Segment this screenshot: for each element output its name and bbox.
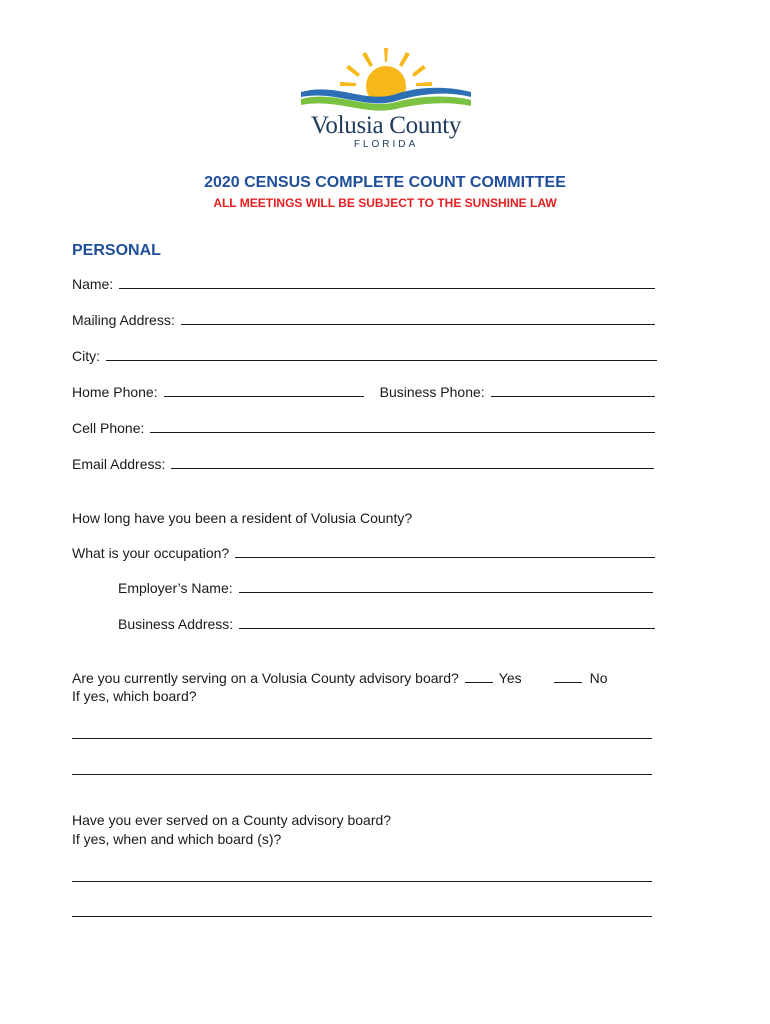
advisory-question: Are you currently serving on a Volusia County advisory board? [72, 670, 459, 686]
advisory-question-row [72, 670, 657, 686]
which-board-question: If yes, which board? [72, 688, 197, 704]
name-field[interactable] [119, 276, 655, 289]
page-subtitle: ALL MEETINGS WILL BE SUBJECT TO THE SUNSHINE LAW [213, 196, 557, 210]
employer-label: Employer’s Name: [118, 580, 233, 596]
section-heading-personal: PERSONAL [72, 242, 161, 259]
employer-field[interactable] [239, 580, 653, 593]
logo-state: FLORIDA [353, 139, 419, 150]
email-row [72, 456, 654, 472]
cell-phone-field[interactable] [150, 420, 655, 433]
ever-served-line-1[interactable] [72, 881, 652, 882]
home-phone-field[interactable] [164, 384, 364, 397]
ever-served-line-2[interactable] [72, 916, 652, 917]
cell-phone-label: Cell Phone: [72, 420, 145, 436]
city-row [72, 348, 657, 364]
sun-icon [296, 46, 476, 116]
no-label: No [589, 670, 608, 686]
phone-row [72, 384, 655, 400]
business-phone-label: Business Phone: [379, 384, 485, 400]
page-title: 2020 CENSUS COMPLETE COUNT COMMITTEE [204, 174, 566, 191]
business-address-field[interactable] [239, 616, 655, 629]
occupation-label: What is your occupation? [72, 545, 230, 561]
which-board-line-1[interactable] [72, 738, 652, 739]
logo-wordmark: Volusia County [310, 112, 462, 139]
volusia-county-logo [296, 46, 476, 156]
business-address-label: Business Address: [118, 616, 234, 632]
mailing-address-row [72, 312, 655, 328]
resident-question: How long have you been a resident of Volusia County? [72, 510, 413, 526]
business-phone-field[interactable] [491, 384, 655, 397]
email-field[interactable] [171, 456, 654, 469]
yes-label: Yes [498, 670, 522, 686]
email-label: Email Address: [72, 456, 166, 472]
employer-row [118, 580, 653, 596]
name-label: Name: [72, 276, 114, 292]
which-board-line-2[interactable] [72, 774, 652, 775]
business-address-row [118, 616, 655, 632]
when-which-question: If yes, when and which board (s)? [72, 831, 282, 847]
no-blank[interactable] [554, 670, 582, 683]
city-label: City: [72, 348, 100, 364]
yes-blank[interactable] [465, 670, 493, 683]
cell-phone-row [72, 420, 655, 436]
name-row [72, 276, 655, 292]
home-phone-label: Home Phone: [72, 384, 158, 400]
ever-served-question: Have you ever served on a County advisory board? [72, 812, 392, 828]
occupation-field[interactable] [235, 545, 655, 558]
mailing-address-field[interactable] [181, 312, 655, 325]
occupation-row [72, 545, 655, 561]
mailing-address-label: Mailing Address: [72, 312, 175, 328]
city-field[interactable] [106, 348, 657, 361]
